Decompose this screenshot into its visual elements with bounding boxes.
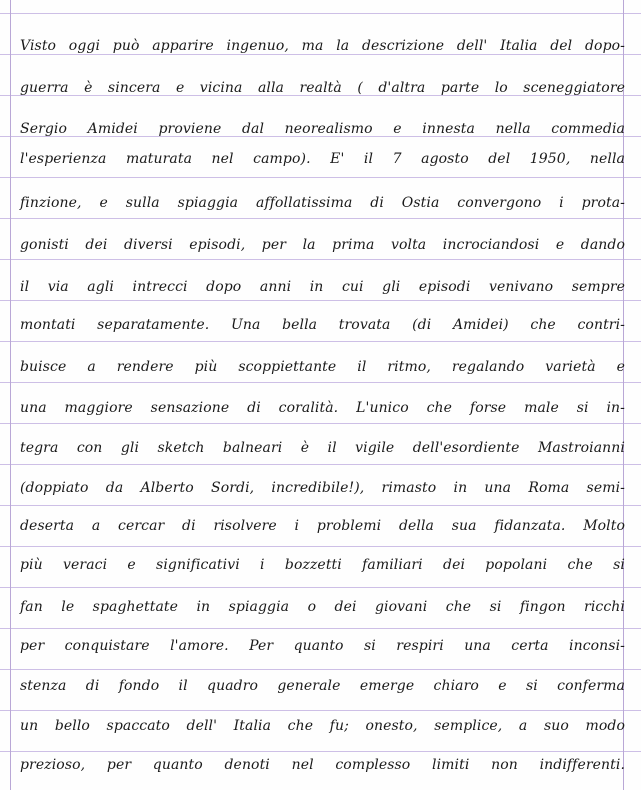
text-line-14: più veraci e significativi i bozzetti familiari dei popolani che si (20, 557, 625, 573)
text-line-16: per conquistare l'amore. Per quanto si respiri una certa inconsi- (20, 638, 625, 654)
text-line-12: (doppiato da Alberto Sordi, incredibile!), rimasto in una Roma semi- (20, 480, 625, 496)
text-line-15: fan le spaghettate in spiaggia o dei giovani che si fingon ricchi (20, 599, 625, 615)
text-line-7: il via agli intrecci dopo anni in cui gli episodi venivano sempre (20, 279, 625, 295)
text-line-11: tegra con gli sketch balneari è il vigile dell'esordiente Mastroianni (20, 440, 625, 456)
text-line-13: deserta a cercar di risolvere i problemi della sua fidanzata. Molto (20, 518, 625, 534)
text-line-6: gonisti dei diversi episodi, per la prima volta incrociandosi e dando (20, 237, 625, 253)
text-line-19: prezioso, per quanto denoti nel complesso limiti non indifferenti. (20, 757, 625, 773)
text-line-9: buisce a rendere più scoppiettante il ritmo, regalando varietà e (20, 359, 625, 375)
text-line-5: finzione, e sulla spiaggia affollatissima di Ostia convergono i prota- (20, 195, 625, 211)
text-line-10: una maggiore sensazione di coralità. L'unico che forse male si in- (20, 400, 625, 416)
text-line-2: guerra è sincera e vicina alla realtà ( d'altra parte lo sceneggiatore (20, 80, 625, 96)
text-line-18: un bello spaccato dell' Italia che fu; onesto, semplice, a suo modo (20, 718, 625, 734)
text-line-8: montati separatamente. Una bella trovata (di Amidei) che contri- (20, 317, 625, 333)
text-line-17: stenza di fondo il quadro generale emerge chiaro e si conferma (20, 678, 625, 694)
text-line-4: l'esperienza maturata nel campo). E' il 7 agosto del 1950, nella (20, 151, 625, 167)
text-line-1: Visto oggi può apparire ingenuo, ma la descrizione dell' Italia del dopo- (20, 38, 625, 54)
text-line-3: Sergio Amidei proviene dal neorealismo e innesta nella commedia (20, 121, 625, 137)
